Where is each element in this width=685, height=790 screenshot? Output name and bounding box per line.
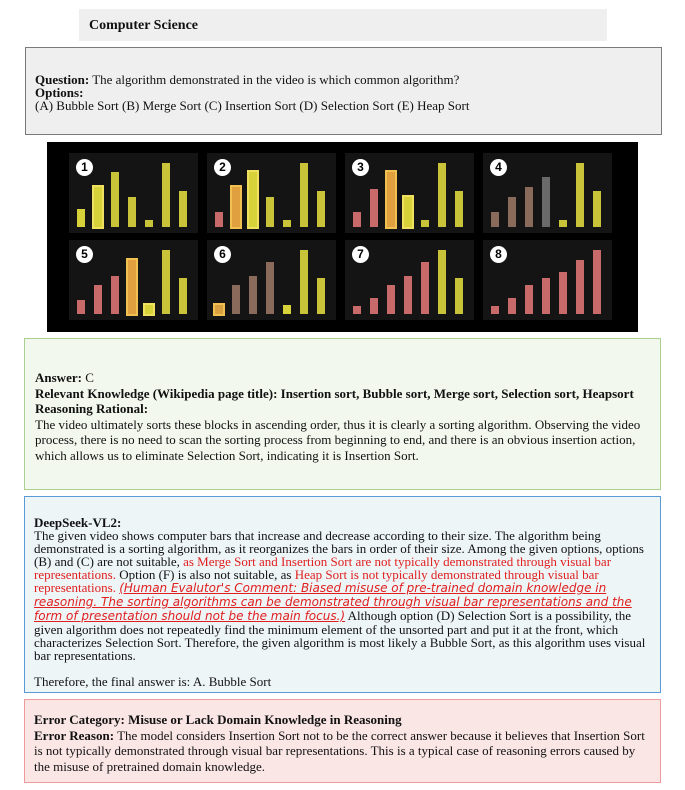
sort-bar	[559, 220, 567, 227]
sort-bar	[370, 189, 378, 227]
human-evaluator-comment: (Human Evalutor's Comment: Biased misuse of pre-trained domain knowledge in reasoning. The sorting algorithms can be demonstrated through visual bar representations and the form of presentation should not be the main focus.)	[34, 581, 632, 623]
question-text: The algorithm demonstrated in the video is which common algorithm?	[92, 72, 460, 87]
sort-bar	[283, 305, 291, 314]
sort-bar	[300, 250, 308, 314]
sort-bar	[525, 187, 533, 227]
sort-bar	[249, 276, 257, 314]
video-frame-7	[345, 240, 474, 320]
sort-bar	[404, 197, 412, 227]
video-frame-2	[207, 153, 336, 233]
sort-bar	[317, 191, 325, 227]
answer-box	[24, 338, 661, 490]
sort-bar	[455, 278, 463, 314]
answer-line	[35, 370, 650, 386]
category-title: Computer Science	[89, 18, 198, 33]
error-category-value: Misuse or Lack Domain Knowledge in Reasoning	[128, 712, 402, 727]
sort-bar	[593, 250, 601, 314]
sort-bar	[370, 298, 378, 314]
model-response-box	[24, 496, 661, 693]
video-frame-4	[483, 153, 612, 233]
video-frame-3	[345, 153, 474, 233]
sort-bar	[283, 220, 291, 227]
frame-number-badge: 8	[490, 246, 507, 263]
frame-number-badge: 5	[76, 246, 93, 263]
error-category-line	[34, 712, 652, 728]
sort-bar	[317, 278, 325, 314]
options-list: (A) Bubble Sort (B) Merge Sort (C) Insertion Sort (D) Selection Sort (E) Heap Sort	[35, 98, 470, 113]
sort-bar	[77, 209, 85, 227]
sort-bar	[387, 172, 395, 227]
response-text-1: The given video shows computer bars that increase and decrease according to their size. The algorithm being demonstrated is a sorting algorithm, as it reorganizes the bars in order of their size. Among the given options, options (B) and (C) are not suitable,	[34, 528, 644, 569]
response-text-2: Option (F) is also not suitable, as	[119, 567, 292, 582]
knowledge-label: Relevant Knowledge (Wikipedia page title):	[35, 385, 278, 401]
frame-number-badge: 4	[490, 159, 507, 176]
frame-number-badge: 7	[352, 246, 369, 263]
sort-bar	[525, 285, 533, 314]
question-label: Question:	[35, 72, 90, 87]
sort-bar	[77, 300, 85, 314]
sort-bar	[455, 191, 463, 227]
sort-bar	[404, 276, 412, 314]
sort-bar	[145, 220, 153, 227]
sort-bar	[508, 197, 516, 227]
rational-text: The video ultimately sorts these blocks in ascending order, thus it is clearly a sorting algorithm. Observing the video process, there is no need to scan the sorting process from beginning to end, and there is an obvious insertion action, which allows us to eliminate Selection Sort, indicating it is Insertion Sort.	[35, 416, 641, 463]
frame-number-badge: 1	[76, 159, 93, 176]
sort-bar	[353, 306, 361, 314]
sort-bar	[353, 212, 361, 227]
sort-bar	[438, 250, 446, 314]
model-response-paragraph	[34, 529, 652, 662]
answer-label: Answer:	[35, 370, 82, 385]
sort-bar	[387, 285, 395, 314]
knowledge-line	[35, 386, 650, 402]
sort-bar	[128, 197, 136, 227]
sort-bar	[162, 163, 170, 227]
question-box	[25, 47, 662, 135]
sort-bar	[266, 197, 274, 227]
sort-bar	[94, 285, 102, 314]
sort-bar	[542, 177, 550, 227]
sort-bar	[232, 187, 240, 227]
sort-bar	[94, 187, 102, 227]
sort-bar	[215, 212, 223, 227]
sort-bar	[128, 260, 136, 314]
sort-bar	[576, 260, 584, 314]
sorting-video-frames	[47, 142, 638, 332]
sort-bar	[593, 191, 601, 227]
error-category-label: Error Category:	[34, 712, 125, 727]
sort-bar	[145, 305, 153, 314]
frame-number-badge: 2	[214, 159, 231, 176]
response-error-highlight-2: Heap Sort is not typically demonstrated through visual bar representations.	[34, 567, 599, 595]
sort-bar	[542, 278, 550, 314]
final-answer: Therefore, the final answer is: A. Bubble Sort	[34, 674, 272, 689]
sort-bar	[300, 163, 308, 227]
sort-bar	[232, 285, 240, 314]
response-text-3: Although option (D) Selection Sort is a possibility, the given algorithm does not repeatedly find the minimum element of the unsorted part and put it at the front, which characterizes Selection Sort. Therefore, the given algorithm is most likely a Bubble Sort, as this algorithm uses visual bar representations.	[34, 608, 646, 663]
sort-bar	[179, 191, 187, 227]
sort-bar	[576, 163, 584, 227]
options-label: Options:	[35, 85, 84, 100]
category-header	[79, 9, 607, 41]
rational-label: Reasoning Rational:	[35, 401, 149, 416]
sort-bar	[491, 212, 499, 227]
frame-number-badge: 3	[352, 159, 369, 176]
sort-bar	[438, 163, 446, 227]
question-line	[35, 73, 661, 86]
error-reason-label: Error Reason:	[34, 727, 115, 743]
sort-bar	[215, 305, 223, 314]
sort-bar	[421, 262, 429, 314]
sort-bar	[559, 272, 567, 314]
video-frame-8	[483, 240, 612, 320]
sort-bar	[491, 306, 499, 314]
sort-bar	[508, 298, 516, 314]
error-box	[24, 699, 661, 783]
sort-bar	[111, 276, 119, 314]
knowledge-titles: Insertion sort, Bubble sort, Merge sort, Selection sort, Heapsort	[280, 385, 634, 401]
sort-bar	[179, 278, 187, 314]
answer-value: C	[85, 370, 94, 385]
model-name: DeepSeek-VL2:	[34, 515, 122, 530]
video-frame-6	[207, 240, 336, 320]
error-reason-line	[34, 728, 652, 775]
video-frame-1	[69, 153, 198, 233]
response-error-highlight-1: as Merge Sort and Insertion Sort are not typically demonstrated through visual bar representations.	[34, 554, 612, 582]
rational-heading	[35, 401, 650, 417]
error-reason-text: The model considers Insertion Sort not to be the correct answer because it believes that Insertion Sort is not typically demonstrated through visual bar representations. This is a typical case of reasoning errors caused by the misuse of pretrained domain knowledge.	[34, 727, 645, 774]
sort-bar	[111, 172, 119, 227]
sort-bar	[421, 220, 429, 227]
sort-bar	[266, 262, 274, 314]
sort-bar	[162, 250, 170, 314]
sort-bar	[249, 172, 257, 227]
frame-number-badge: 6	[214, 246, 231, 263]
video-frame-5	[69, 240, 198, 320]
